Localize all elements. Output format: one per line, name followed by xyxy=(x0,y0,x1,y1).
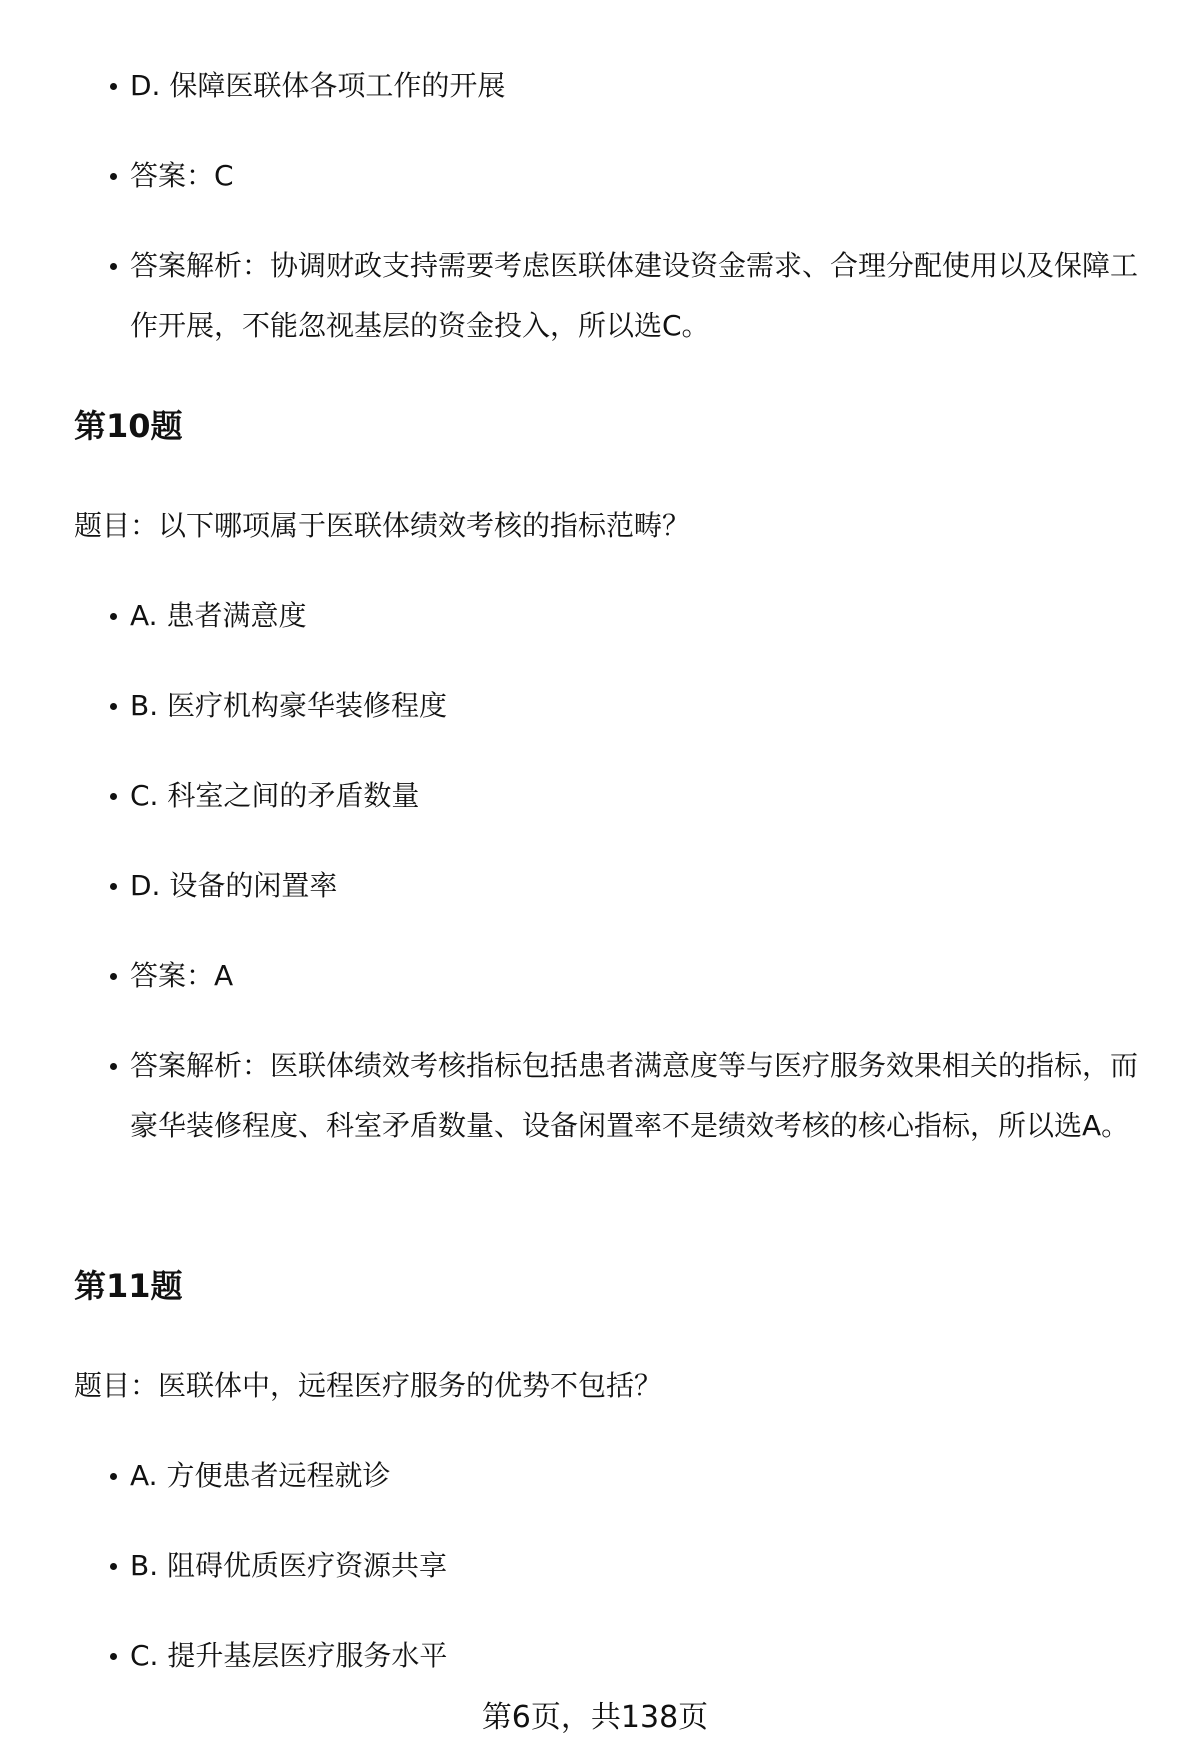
question-11-heading: 第11题 xyxy=(74,1267,183,1305)
option-a: A. 患者满意度 xyxy=(130,586,1160,646)
option-a: A. 方便患者远程就诊 xyxy=(130,1446,1160,1506)
option-c: C. 科室之间的矛盾数量 xyxy=(130,766,1160,826)
answer: 答案：C xyxy=(130,146,1160,206)
question-11-text: 题目：医联体中，远程医疗服务的优势不包括？ xyxy=(74,1369,663,1402)
page-number-footer: 第6页，共138页 xyxy=(481,1700,709,1735)
option-d: D. 设备的闲置率 xyxy=(130,856,1160,916)
option-b: B. 医疗机构豪华装修程度 xyxy=(130,676,1160,736)
option-d: D. 保障医联体各项工作的开展 xyxy=(130,56,1160,116)
answer: 答案：A xyxy=(130,946,1160,1006)
question-10-heading: 第10题 xyxy=(74,407,183,445)
question-10-text: 题目：以下哪项属于医联体绩效考核的指标范畴？ xyxy=(74,509,691,542)
option-b: B. 阻碍优质医疗资源共享 xyxy=(130,1536,1160,1596)
answer-explanation: 答案解析：协调财政支持需要考虑医联体建设资金需求、合理分配使用以及保障工作开展，不能忽视基层的资金投入，所以选C。 xyxy=(130,236,1160,356)
option-c: C. 提升基层医疗服务水平 xyxy=(130,1626,1160,1686)
answer-explanation: 答案解析：医联体绩效考核指标包括患者满意度等与医疗服务效果相关的指标，而豪华装修程度、科室矛盾数量、设备闲置率不是绩效考核的核心指标，所以选A。 xyxy=(130,1036,1160,1156)
